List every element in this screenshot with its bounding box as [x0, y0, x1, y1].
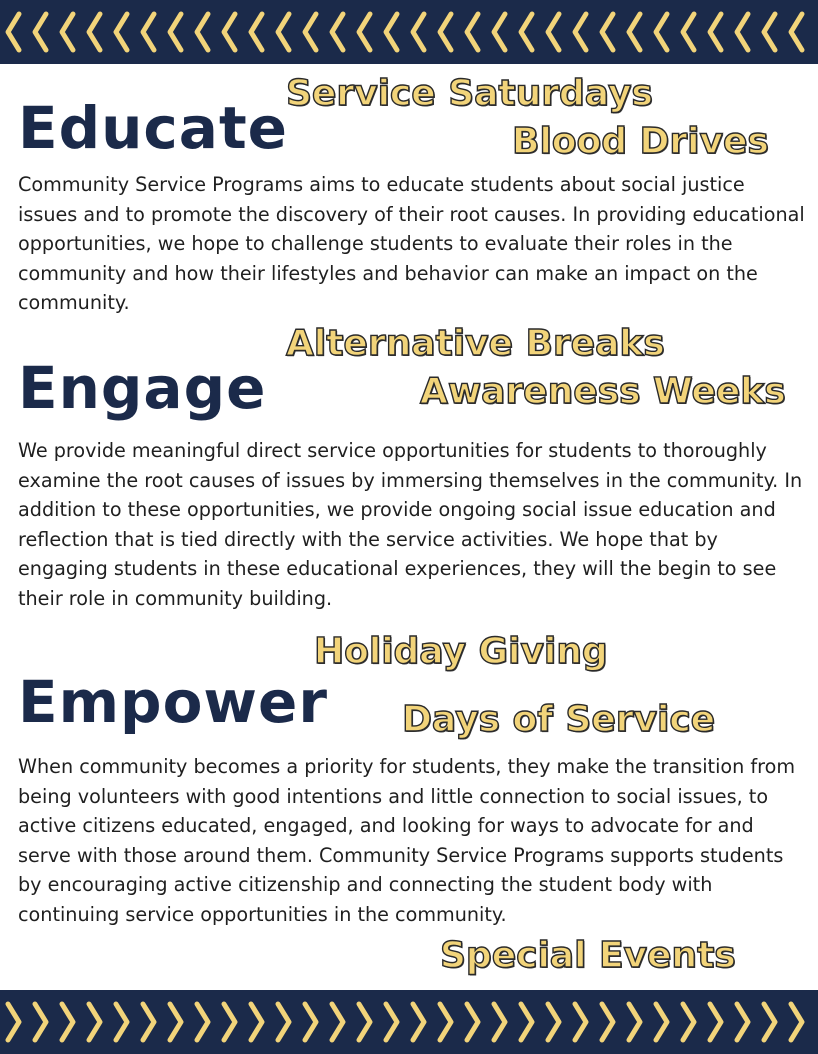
chevron-left-icon: [224, 14, 235, 50]
chevron-left-icon: [170, 14, 181, 50]
program-awareness-weeks: Awareness Weeks: [420, 371, 786, 412]
chevron-right-icon: [359, 1004, 370, 1040]
chevron-left-icon: [386, 14, 397, 50]
chevron-left-pattern-icon: [0, 0, 818, 64]
empower-body: When community becomes a priority for students, they make the transition from being volunteers with good intentions and little connection to social issues, to active citizens educated, engaged, and looking for ways to advocate for and serve with those around them. Community Service Programs supports students by encouraging active citizenship and connecting the student body with continuing service opportunities in the community.: [18, 755, 796, 926]
chevron-right-icon: [62, 1004, 73, 1040]
program-holiday-giving: Holiday Giving: [314, 631, 608, 672]
chevron-right-icon: [602, 1004, 613, 1040]
chevron-right-icon: [683, 1004, 694, 1040]
top-chevron-band: [0, 0, 818, 64]
engage-heading: Engage: [18, 354, 267, 422]
chevron-left-icon: [89, 14, 100, 50]
chevron-right-icon: [197, 1004, 208, 1040]
chevron-left-icon: [764, 14, 775, 50]
chevron-right-icon: [332, 1004, 343, 1040]
chevron-right-icon: [278, 1004, 289, 1040]
chevron-right-icon: [467, 1004, 478, 1040]
chevron-left-icon: [413, 14, 424, 50]
chevron-left-icon: [251, 14, 262, 50]
engage-body: We provide meaningful direct service opportunities for students to thoroughly examine the root causes of issues by immersing themselves in the community. In addition to these opportunities, we provide ongoing social issue education and reflection that is tied directly with the service activities. We hope that by engaging students in these educational experiences, they will the begin to see their role in community building.: [18, 439, 803, 610]
chevron-right-pattern-icon: [0, 990, 818, 1054]
chevron-left-icon: [521, 14, 532, 50]
chevron-right-icon: [629, 1004, 640, 1040]
chevron-left-icon: [278, 14, 289, 50]
chevron-right-icon: [170, 1004, 181, 1040]
program-blood-drives: Blood Drives: [512, 121, 769, 162]
chevron-right-icon: [143, 1004, 154, 1040]
chevron-left-icon: [143, 14, 154, 50]
program-special-events: Special Events: [440, 935, 736, 976]
program-alternative-breaks: Alternative Breaks: [286, 323, 665, 364]
chevron-right-icon: [710, 1004, 721, 1040]
chevron-left-icon: [602, 14, 613, 50]
bottom-chevron-band: [0, 990, 818, 1054]
chevron-left-icon: [116, 14, 127, 50]
chevron-right-icon: [224, 1004, 235, 1040]
chevron-left-icon: [548, 14, 559, 50]
educate-body: Community Service Programs aims to educate students about social justice issues and to promote the discovery of their root causes. In providing educational opportunities, we hope to challenge students to evaluate their roles in the community and how their lifestyles and behavior can make an impact on the community.: [18, 173, 805, 315]
chevron-left-icon: [791, 14, 802, 50]
chevron-right-icon: [548, 1004, 559, 1040]
chevron-left-icon: [197, 14, 208, 50]
chevron-right-icon: [251, 1004, 262, 1040]
chevron-right-icon: [791, 1004, 802, 1040]
chevron-left-icon: [35, 14, 46, 50]
chevron-right-icon: [8, 1004, 19, 1040]
chevron-right-icon: [575, 1004, 586, 1040]
chevron-left-icon: [305, 14, 316, 50]
chevron-left-icon: [359, 14, 370, 50]
educate-heading: Educate: [18, 94, 289, 162]
program-days-of-service: Days of Service: [402, 699, 716, 740]
chevron-left-icon: [710, 14, 721, 50]
program-service-saturdays: Service Saturdays: [286, 73, 653, 114]
chevron-right-icon: [89, 1004, 100, 1040]
chevron-left-icon: [332, 14, 343, 50]
chevron-right-icon: [386, 1004, 397, 1040]
chevron-right-icon: [764, 1004, 775, 1040]
chevron-left-icon: [494, 14, 505, 50]
chevron-right-icon: [737, 1004, 748, 1040]
empower-heading: Empower: [18, 668, 328, 736]
chevron-left-icon: [683, 14, 694, 50]
chevron-left-icon: [467, 14, 478, 50]
chevron-left-icon: [62, 14, 73, 50]
chevron-right-icon: [656, 1004, 667, 1040]
chevron-right-icon: [35, 1004, 46, 1040]
chevron-right-icon: [494, 1004, 505, 1040]
chevron-right-icon: [116, 1004, 127, 1040]
chevron-left-icon: [656, 14, 667, 50]
chevron-left-icon: [629, 14, 640, 50]
chevron-left-icon: [440, 14, 451, 50]
chevron-left-icon: [8, 14, 19, 50]
chevron-right-icon: [413, 1004, 424, 1040]
chevron-right-icon: [440, 1004, 451, 1040]
chevron-left-icon: [575, 14, 586, 50]
chevron-right-icon: [521, 1004, 532, 1040]
chevron-left-icon: [737, 14, 748, 50]
chevron-right-icon: [305, 1004, 316, 1040]
